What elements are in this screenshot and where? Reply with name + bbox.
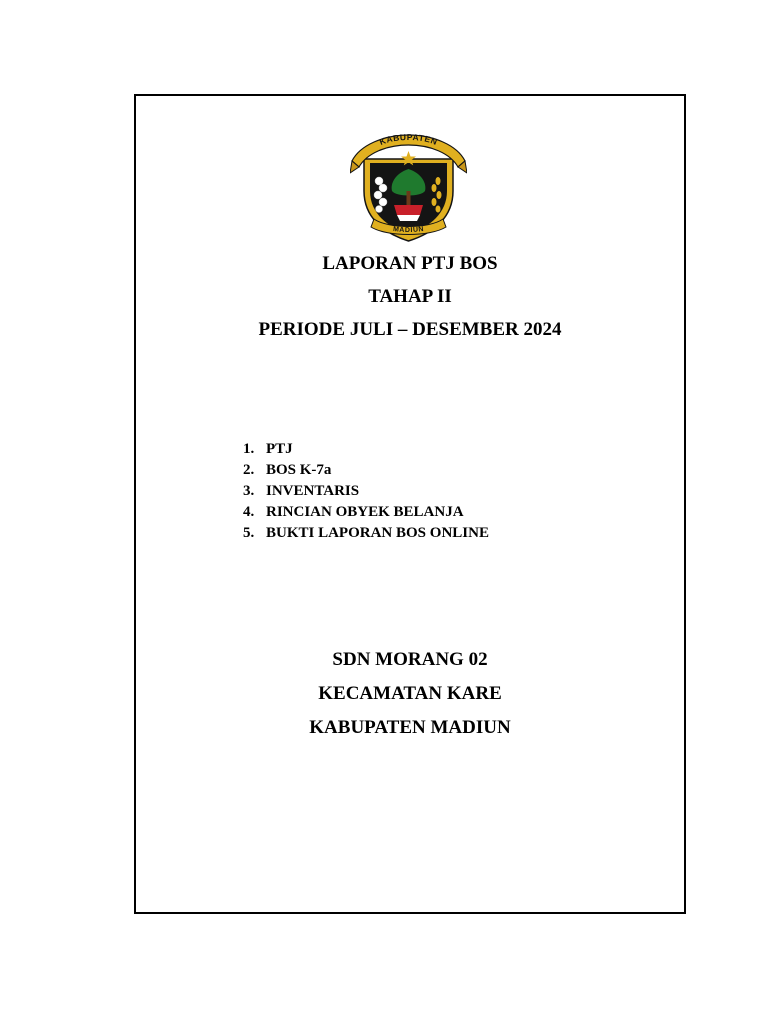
- list-item-number: 1.: [243, 441, 255, 457]
- list-item-label: INVENTARIS: [266, 483, 360, 499]
- emblem-top-text: KABUPATEN: [377, 133, 440, 147]
- list-item-label: BUKTI LAPORAN BOS ONLINE: [266, 525, 489, 541]
- emblem-bottom-text: MADIUN: [392, 225, 425, 235]
- list-item: [243, 441, 489, 462]
- report-stage: TAHAP II: [368, 286, 452, 307]
- kabupaten-madiun-emblem: [350, 133, 467, 242]
- list-item-label: RINCIAN OBYEK BELANJA: [266, 504, 464, 520]
- report-period: PERIODE JULI – DESEMBER 2024: [258, 319, 562, 340]
- list-item-number: 2.: [243, 462, 255, 478]
- school-name: SDN MORANG 02: [332, 649, 488, 670]
- list-item: [243, 525, 489, 546]
- list-item-label: PTJ: [266, 441, 293, 457]
- svg-text:MADIUN: [393, 226, 425, 234]
- list-item-number: 4.: [243, 504, 255, 520]
- list-item: [243, 462, 489, 483]
- list-item: [243, 483, 489, 504]
- report-title: LAPORAN PTJ BOS: [322, 253, 498, 274]
- list-item-label: BOS K-7a: [266, 462, 332, 478]
- list-item: [243, 504, 489, 525]
- contents-list: [243, 441, 489, 546]
- school-district: KECAMATAN KARE: [318, 683, 502, 704]
- list-item-number: 5.: [243, 525, 255, 541]
- school-regency: KABUPATEN MADIUN: [309, 717, 511, 738]
- list-item-number: 3.: [243, 483, 255, 499]
